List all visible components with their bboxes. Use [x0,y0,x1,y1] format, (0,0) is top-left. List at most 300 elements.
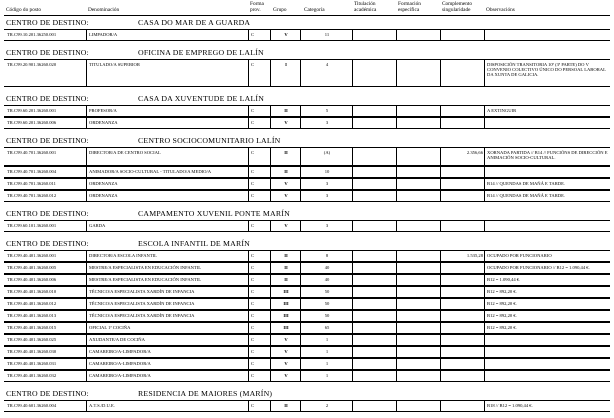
position-group: II [284,253,288,258]
position-denomination-cell [86,262,249,274]
position-category-cell [300,400,353,412]
position-category: 3 [325,181,329,186]
position-group: II [284,403,288,408]
centro-destino-heading [0,93,614,105]
position-group-cell [270,286,301,298]
position-category-cell [300,117,353,129]
position-group-cell [270,358,301,370]
provision-form: C [251,62,255,67]
observations-cell [484,370,611,382]
specific-training-cell [396,29,441,41]
provision-form-cell [248,262,271,274]
col-header-formacion: Formación específica [398,1,421,13]
specific-training-cell [396,346,441,358]
centro-destino-name: CENTRO SOCIOCOMUNITARIO LALÍN [138,136,281,145]
singularity-complement-cell [440,298,485,310]
provision-form-cell [248,105,271,117]
position-code: TR.C99.60.201.36260.001 [7,108,57,113]
table-row [0,286,614,298]
singularity-complement: 1.535,28 [466,253,483,258]
singularity-complement-cell [440,220,485,232]
observations: DISPOSICIÓN TRANSITORIA 10ª (3ª PARTE) DO V CONVENIO COLECTIVO ÚNICO DO PERSOAL LABORAL DA XUNTA DE GALICIA. [487,62,606,77]
table-row [0,59,614,87]
position-denomination-cell [86,178,249,190]
provision-form-cell [248,400,271,412]
position-group-cell [270,29,301,41]
table-row [0,298,614,310]
centro-destino-heading [0,47,614,59]
academic-degree-cell [352,190,397,202]
observations-cell [484,334,611,346]
position-code: TR.C99.10.201.36250.001 [7,32,57,37]
table-row [0,250,614,262]
position-denomination: GARDA [89,223,106,228]
table-row [0,274,614,286]
position-category-cell [300,286,353,298]
position-code: TR.C99.40.401.36260.005 [7,265,57,270]
position-group-cell [270,220,301,232]
col-header-complemento: Complemento singularidade [442,1,473,13]
table-row [0,147,614,166]
provision-form-cell [248,29,271,41]
position-category-cell [300,370,353,382]
position-denomination: OFICIAL 1ª COCIÑA [89,325,131,330]
position-category-cell [300,310,353,322]
position-denomination: LIMPADOR/A [89,32,118,37]
academic-degree-cell [352,262,397,274]
col-header-observacions: Observacións [486,7,515,13]
position-code-cell [4,59,66,87]
centro-destino-heading [0,17,614,29]
provision-form: C [251,325,255,330]
position-code: TR.C99.40.401.36260.015 [7,325,57,330]
table-row [0,29,614,41]
position-denomination-cell [86,59,249,87]
position-category-cell [300,322,353,334]
positions-table [0,17,614,418]
centro-destino-label: CENTRO DE DESTINO: [6,18,89,27]
provision-form-cell [248,220,271,232]
position-denomination: ORDENANZA [89,181,118,186]
position-denomination-cell [86,358,249,370]
provision-form-cell [248,166,271,178]
academic-degree-cell [352,298,397,310]
observations: A EXTINGUIR [487,108,517,113]
position-group: II [284,277,288,282]
position-code-cell [4,310,66,322]
position-category-cell [300,59,353,87]
table-row [0,346,614,358]
position-denomination: TÉCNICO/A ESPECIALISTA XARDÍN DE INFANCIA [89,301,195,306]
position-code-cell [4,322,66,334]
academic-degree-cell [352,105,397,117]
position-denomination: A.T.S./D.U.E. [89,403,115,408]
position-code: TR.C99.40.701.36260.004 [7,169,57,174]
position-group-cell [270,250,301,262]
position-code: TR.C99.60.101.36260.001 [7,223,57,228]
position-code: TR.C99.20.901.36260.020 [7,62,57,67]
provision-form: C [251,265,255,270]
singularity-complement-cell [440,400,485,412]
observations: B12 = 892,20 €. [487,301,517,306]
position-group-cell [270,178,301,190]
position-group: V [284,181,288,186]
position-code-cell [4,250,66,262]
singularity-complement-cell [440,334,485,346]
table-row [0,310,614,322]
position-group: III [283,289,289,294]
position-category: 4 [325,62,329,67]
provision-form: C [251,349,255,354]
centro-destino-name: CASA DO MAR DE A GUARDA [138,18,251,27]
table-row [0,370,614,382]
singularity-complement-cell [440,178,485,190]
singularity-complement-cell [440,262,485,274]
specific-training-cell [396,59,441,87]
observations-cell [484,262,611,274]
provision-form-cell [248,358,271,370]
position-category: 1 [325,373,329,378]
provision-form-cell [248,310,271,322]
header-rule [4,15,610,16]
position-code: TR.C99.40.401.36260.001 [7,253,57,258]
position-category: 50 [324,301,330,306]
provision-form: C [251,193,255,198]
singularity-complement-cell [440,250,485,262]
provision-form: C [251,313,255,318]
position-category-cell [300,166,353,178]
position-group: V [284,120,288,125]
observations: B12 = 1.090,44 €. [487,277,521,282]
position-denomination-cell [86,250,249,262]
position-group-cell [270,400,301,412]
position-denomination: ANIMADOR/A SOCIO-CULTURAL - TITULADO/A MEDIO/A [89,169,212,174]
table-row [0,322,614,334]
position-denomination-cell [86,29,249,41]
observations-cell [484,166,611,178]
provision-form: C [251,223,255,228]
academic-degree-cell [352,166,397,178]
centro-destino-label: CENTRO DE DESTINO: [6,239,89,248]
academic-degree-cell [352,147,397,166]
provision-form: C [251,277,255,282]
position-code-cell [4,147,66,166]
academic-degree-cell [352,286,397,298]
position-category-cell [300,262,353,274]
position-group: V [284,223,288,228]
position-code: TR.C99.40.601.36260.004 [7,403,57,408]
singularity-complement-cell [440,310,485,322]
centro-destino-label: CENTRO DE DESTINO: [6,48,89,57]
observations-cell [484,310,611,322]
position-category: 1 [325,337,329,342]
singularity-complement-cell [440,105,485,117]
academic-degree-cell [352,322,397,334]
position-denomination: CAMAREIRO/A-LIMPADOR/A [89,349,151,354]
position-denomination-cell [86,117,249,129]
observations: B14 // QUENDAS DE MAÑÁ E TARDE. [487,193,566,198]
position-denomination-cell [86,322,249,334]
singularity-complement-cell [440,166,485,178]
col-header-forma: Forma prov. [250,1,264,13]
position-denomination-cell [86,400,249,412]
singularity-complement-cell [440,29,485,41]
centro-destino-heading [0,388,614,400]
position-group-cell [270,105,301,117]
position-denomination-cell [86,166,249,178]
specific-training-cell [396,400,441,412]
position-denomination: CAMAREIRO/A-LIMPADOR/A [89,373,151,378]
position-code-cell [4,29,66,41]
position-group-cell [270,322,301,334]
observations-cell [484,117,611,129]
position-category-cell [300,298,353,310]
specific-training-cell [396,274,441,286]
position-group: III [283,313,289,318]
position-denomination: DIRECTOR/A DE CENTRO SOCIAL [89,150,161,155]
provision-form-cell [248,334,271,346]
position-code: TR.C99.40.701.36260.001 [7,150,57,155]
observations-cell [484,358,611,370]
centro-destino-name: CASA DA XUVENTUDE DE LALÍN [138,94,265,103]
provision-form: C [251,150,255,155]
position-code: TR.C99.40.701.36260.012 [7,193,57,198]
position-category-cell [300,29,353,41]
observations-cell [484,274,611,286]
observations: B14 // QUENDAS DE MAÑÁ E TARDE. [487,181,566,186]
provision-form-cell [248,370,271,382]
table-row [0,190,614,202]
specific-training-cell [396,286,441,298]
position-code: TR.C99.40.401.36260.030 [7,349,57,354]
position-category: 8 [325,253,329,258]
position-denomination: MESTRE/A ESPECIALISTA EN EDUCACIÓN INFANTIL [89,265,202,270]
position-code: TR.C99.60.201.36260.006 [7,120,57,125]
position-denomination: ORDENANZA [89,193,118,198]
provision-form-cell [248,117,271,129]
table-row [0,178,614,190]
position-code-cell [4,358,66,370]
position-denomination-cell [86,310,249,322]
provision-form: C [251,108,255,113]
position-code-cell [4,298,66,310]
position-group-cell [270,117,301,129]
observations-cell [484,190,611,202]
position-group: I [285,62,287,67]
position-code-cell [4,190,66,202]
position-code-cell [4,346,66,358]
singularity-complement-cell [440,358,485,370]
specific-training-cell [396,358,441,370]
table-row [0,400,614,412]
position-category: 3 [325,223,329,228]
position-code-cell [4,166,66,178]
observations-cell [484,178,611,190]
position-group-cell [270,274,301,286]
position-group-cell [270,346,301,358]
singularity-complement: 2.356,66 [466,150,483,155]
academic-degree-cell [352,346,397,358]
specific-training-cell [396,370,441,382]
academic-degree-cell [352,334,397,346]
position-group: II [284,169,288,174]
centro-destino-name: ESCOLA INFANTIL DE MARÍN [138,239,251,248]
position-denomination-cell [86,370,249,382]
observations-cell [484,298,611,310]
col-header-categoria: Categoría [304,7,325,13]
position-category: 10 [324,169,330,174]
position-group: V [284,361,288,366]
provision-form: C [251,253,255,258]
singularity-complement-cell [440,147,485,166]
table-row [0,105,614,117]
table-row [0,220,614,232]
academic-degree-cell [352,400,397,412]
position-denomination: ORDENANZA [89,120,118,125]
singularity-complement-cell [440,370,485,382]
specific-training-cell [396,117,441,129]
position-denomination: DIRECTOR/A ESCOLA INFANTIL [89,253,157,258]
col-header-titulacion: Titulación académica [354,1,377,13]
position-code-cell [4,286,66,298]
academic-degree-cell [352,274,397,286]
position-group-cell [270,310,301,322]
position-code-cell [4,178,66,190]
academic-degree-cell [352,310,397,322]
academic-degree-cell [352,29,397,41]
position-category-cell [300,346,353,358]
position-denomination-cell [86,190,249,202]
singularity-complement-cell [440,59,485,87]
position-group: II [284,265,288,270]
specific-training-cell [396,322,441,334]
position-group-cell [270,298,301,310]
position-code: TR.C99.40.401.36260.010 [7,289,57,294]
position-code-cell [4,117,66,129]
provision-form-cell [248,322,271,334]
position-category: 1 [325,361,329,366]
position-group-cell [270,190,301,202]
observations-cell [484,147,611,166]
observations-cell [484,346,611,358]
observations: B12 = 892,20 €. [487,313,517,318]
position-code-cell [4,400,66,412]
position-group: II [284,108,288,113]
provision-form: C [251,337,255,342]
provision-form-cell [248,178,271,190]
position-code: TR.C99.40.401.36260.013 [7,313,57,318]
specific-training-cell [396,262,441,274]
specific-training-cell [396,250,441,262]
singularity-complement-cell [440,117,485,129]
provision-form: C [251,373,255,378]
centro-destino-label: CENTRO DE DESTINO: [6,136,89,145]
position-category: 65 [324,325,330,330]
position-group: V [284,337,288,342]
specific-training-cell [396,178,441,190]
position-denomination: TITULADO/A SUPERIOR [89,62,140,67]
position-denomination: TÉCNICO/A ESPECIALISTA XARDÍN DE INFANCIA [89,313,195,318]
centro-destino-label: CENTRO DE DESTINO: [6,209,89,218]
specific-training-cell [396,298,441,310]
position-category-cell [300,190,353,202]
position-category: 5 [325,108,329,113]
academic-degree-cell [352,220,397,232]
position-group: III [283,325,289,330]
centro-destino-name: CAMPAMENTO XUVENIL PONTE MARÍN [138,209,290,218]
observations: B12 = 892,20 €. [487,289,517,294]
position-code-cell [4,262,66,274]
position-category-cell [300,334,353,346]
centro-destino-heading [0,135,614,147]
academic-degree-cell [352,358,397,370]
col-header-denominacion: Denominación [88,7,120,13]
observations-cell [484,286,611,298]
table-header [0,0,614,16]
position-group-cell [270,166,301,178]
provision-form-cell [248,190,271,202]
position-category: 1 [325,349,329,354]
position-code: TR.C99.40.401.36260.012 [7,301,57,306]
observations-cell [484,105,611,117]
provision-form: C [251,169,255,174]
position-code: TR.C99.40.401.36260.025 [7,337,57,342]
position-group: V [284,373,288,378]
position-code-cell [4,220,66,232]
position-category-cell [300,147,353,166]
position-group: V [284,32,288,37]
observations: OCUPADO POR FUNCIONARIO // B12 = 1.090,44 €. [487,265,590,270]
position-denomination-cell [86,105,249,117]
position-code: TR.C99.40.701.36260.011 [7,181,56,186]
provision-form: C [251,120,255,125]
singularity-complement-cell [440,286,485,298]
academic-degree-cell [352,117,397,129]
position-category: 40 [324,277,330,282]
centro-destino-heading [0,208,614,220]
position-category-cell [300,358,353,370]
table-row [0,117,614,129]
position-category: 3 [325,120,329,125]
provision-form-cell [248,274,271,286]
observations: B18 // B12 = 1.090,44 €. [487,403,533,408]
academic-degree-cell [352,178,397,190]
position-denomination-cell [86,334,249,346]
position-denomination-cell [86,220,249,232]
singularity-complement-cell [440,190,485,202]
provision-form: C [251,301,255,306]
observations-cell [484,250,611,262]
position-group-cell [270,262,301,274]
centro-destino-label: CENTRO DE DESTINO: [6,94,89,103]
position-denomination: AXUDANTE/A DE COCIÑA [89,337,145,342]
specific-training-cell [396,190,441,202]
position-code-cell [4,274,66,286]
position-group-cell [270,59,301,87]
position-denomination: TÉCNICO/A ESPECIALISTA XARDÍN DE INFANCIA [89,289,195,294]
position-category: 11 [324,32,330,37]
provision-form-cell [248,286,271,298]
observations-cell [484,29,611,41]
position-category: 3 [325,193,329,198]
specific-training-cell [396,166,441,178]
observations-cell [484,322,611,334]
position-category: 50 [324,289,330,294]
specific-training-cell [396,310,441,322]
observations: B12 = 892,20 €. [487,325,517,330]
position-code: TR.C99.40.401.36260.006 [7,277,57,282]
position-code: TR.C99.40.401.36260.032 [7,373,57,378]
